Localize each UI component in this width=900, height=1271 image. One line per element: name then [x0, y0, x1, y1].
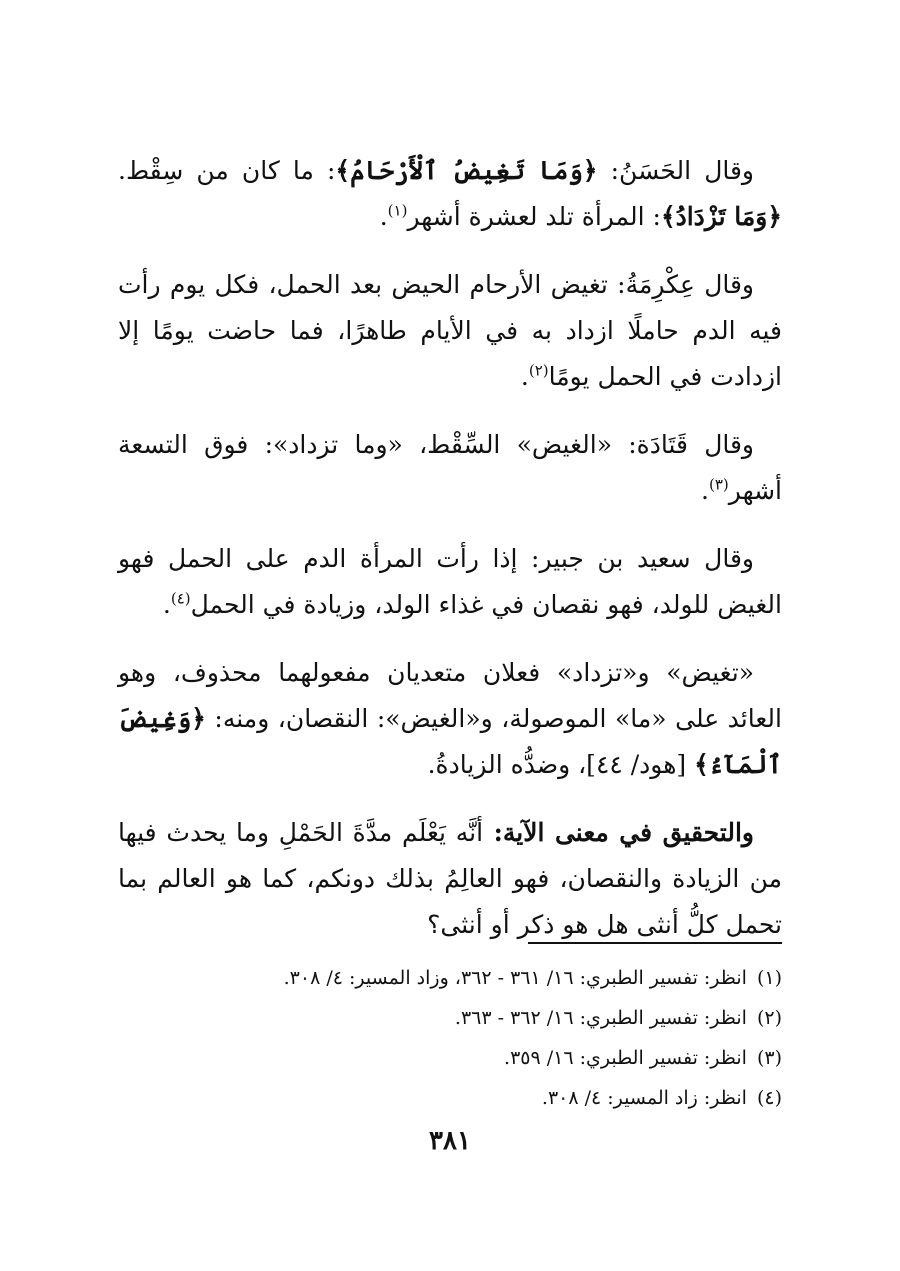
- footnotes: [118, 958, 782, 1118]
- footnote-reference[interactable]: (٣): [709, 475, 729, 494]
- footnote-text: انظر: زاد المسير: ٤/ ٣٠٨.: [541, 1087, 747, 1109]
- footnote-number: (١): [756, 967, 782, 989]
- footnote-reference[interactable]: (٤): [170, 589, 191, 608]
- footnote-number: (٤): [756, 1087, 782, 1109]
- page-number: ٣٨١: [429, 1126, 471, 1156]
- footnote-item: [118, 958, 782, 998]
- text-segment: وقال سعيد بن جبير: إذا رأت المرأة الدم على الحمل فهو الغيض للولد، فهو نقصان في غذاء الولد، وزيادة في الحمل: [118, 544, 782, 619]
- main-text: [118, 148, 782, 970]
- text-segment: .: [162, 590, 171, 619]
- quran-verse: ﴿وَمَا تَزْدَادُ﴾: [660, 202, 782, 231]
- footnote-number: (٣): [756, 1047, 782, 1069]
- text-segment: .: [701, 476, 709, 505]
- paragraph-said: [118, 536, 782, 628]
- text-segment: .: [379, 202, 388, 231]
- paragraph-grammar: [118, 650, 782, 788]
- quran-verse: ﴿وَغِيضَ ٱلْمَآءُ﴾: [118, 704, 782, 779]
- paragraph-conclusion: [118, 810, 782, 948]
- footnote-reference[interactable]: (١): [387, 201, 408, 220]
- quran-verse: ﴿وَمَا تَغِيضُ ٱلْأَرْحَامُ﴾: [335, 156, 598, 185]
- paragraph-ikrima: [118, 262, 782, 400]
- text-segment: وقال قَتَادَة: «الغيض» السِّقْط، «وما تزداد»: فوق التسعة أشهر: [118, 430, 782, 505]
- text-segment: [هود/ ٤٤]، وضدُّه الزيادةُ.: [427, 750, 695, 779]
- paragraph-qatada: [118, 422, 782, 514]
- text-segment: : المرأة تلد لعشرة أشهر: [407, 202, 661, 231]
- text-segment: «تغيض» و«تزداد» فعلان متعديان مفعولهما محذوف، وهو العائد على «ما» الموصولة، و«الغيض»: النقصان، ومنه:: [118, 658, 782, 733]
- footnote-reference[interactable]: (٢): [528, 361, 549, 380]
- paragraph-hasan: [118, 148, 782, 240]
- text-segment: وقال الحَسَنُ:: [597, 156, 754, 185]
- footnote-number: (٢): [756, 1007, 782, 1029]
- bold-heading: والتحقيق في معنى الآية:: [483, 818, 754, 847]
- text-segment: : ما كان من سِقْط.: [118, 156, 336, 185]
- footnote-item: [118, 1038, 782, 1078]
- footnote-text: انظر: تفسير الطبري: ١٦/ ٣٦١ - ٣٦٢، وزاد المسير: ٤/ ٣٠٨.: [283, 967, 747, 989]
- footnote-text: انظر: تفسير الطبري: ١٦/ ٣٦٢ - ٣٦٣.: [454, 1007, 747, 1029]
- footnote-separator: [528, 942, 782, 944]
- text-segment: .: [520, 362, 529, 391]
- text-segment: أنَّه يَعْلَم مدَّةَ الحَمْلِ وما يحدث فيها من الزيادة والنقصان، فهو العالِمُ بذلك دونكم، كما هو العالم بما تحمل كلُّ أنثى هل هو ذكر أو أنثى؟: [118, 818, 782, 939]
- footnote-item: [118, 998, 782, 1038]
- text-segment: وقال عِكْرِمَةُ: تغيض الأرحام الحيض بعد الحمل، فكل يوم رأت فيه الدم حاملًا ازداد به في الأيام طاهرًا، فما حاضت يومًا إلا ازدادت في الحمل يومًا: [118, 270, 782, 391]
- footnote-text: انظر: تفسير الطبري: ١٦/ ٣٥٩.: [504, 1047, 747, 1069]
- footnote-item: [118, 1078, 782, 1118]
